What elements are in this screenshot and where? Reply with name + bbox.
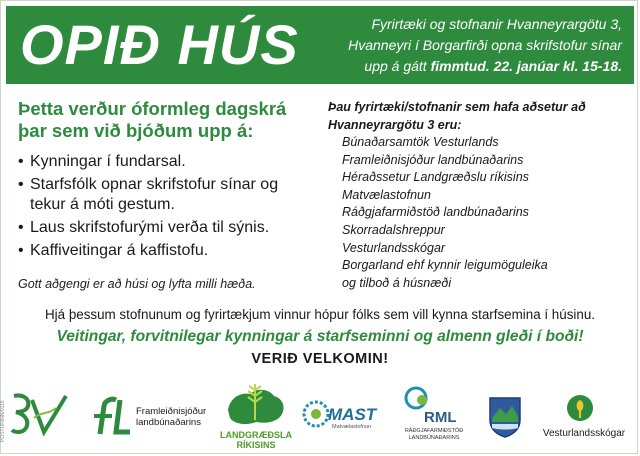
event-info-line-3-start: upp á gátt (364, 58, 431, 74)
landgraedsla-logo-text (214, 430, 298, 450)
program-item: • Kynningar í fundarsal. (18, 152, 314, 172)
mast-sub: Matvælastofnun (332, 424, 372, 430)
lr-line-1: LANDGRÆÐSLA (220, 430, 292, 440)
organizations-list (328, 134, 628, 292)
skorradalur-shield-icon (488, 396, 522, 438)
welcome-text: VERIÐ VELKOMIN! (251, 351, 389, 367)
program-intro: Þetta verður óformleg dagskrá þar sem við bjóðum upp á: (18, 98, 287, 141)
program-item: • Laus skrifstofurými verða til sýnis. (18, 218, 314, 238)
organizations-heading: Þau fyrirtæki/stofnanir sem hafa aðsetur að Hvanneyrargötu 3 eru: (328, 100, 586, 132)
page-title: OPIÐ HÚS (20, 13, 299, 76)
staff-note: Hjá þessum stofnunum og fyrirtækjum vinnur hópur fólks sem vill kynna starfsemina í húsinu. (45, 307, 595, 322)
organization-item: og tilboð á húsnæði (342, 275, 452, 290)
program-column (18, 98, 314, 291)
fl-line-2: landbúnaðarins (136, 417, 201, 428)
event-info-line-1: Fyrirtæki og stofnanir Hvanneyrargötu 3, (371, 16, 622, 32)
access-note: Gott aðgengi er að húsi og lyfta milli hæða. (18, 277, 256, 291)
program-item: • Starfsfólk opnar skrifstofur sínar og tekur á móti gestum. (18, 175, 314, 215)
program-list (18, 152, 314, 261)
print-code: PÓSTURINN/0115 (0, 400, 6, 442)
mast-name: MAST (328, 405, 377, 424)
rml-logo-text (394, 428, 474, 441)
event-info (292, 14, 622, 77)
rml-name: RML (424, 409, 457, 426)
vesturlandsskogar-tree-icon (566, 394, 594, 422)
rml-line-2: LANDBÚNAÐARINS (408, 434, 460, 441)
lr-line-2: RÍKISINS (236, 440, 276, 450)
bv-logo-icon (10, 392, 72, 436)
rml-logo-icon (402, 386, 460, 426)
header-banner (6, 6, 634, 84)
event-date: fimmtud. 22. janúar kl. 15-18. (430, 58, 622, 74)
rml-line-1: RÁÐGJAFARMIÐSTÖÐ (404, 428, 464, 434)
organization-item: Borgarland ehf kynnir leigumöguleika (342, 258, 548, 273)
mast-logo-icon (302, 398, 390, 430)
organization-item: Búnaðarsamtök Vesturlands (342, 135, 499, 149)
slogan: Veitingar, forvitnilegar kynningar á starfseminni og almenn gleði í boði! (56, 328, 584, 345)
vesturlandsskogar-text: Vesturlandsskógar (542, 428, 626, 439)
event-info-line-3 (292, 56, 622, 77)
organizations-column (328, 98, 628, 292)
fl-logo-icon (88, 396, 134, 436)
organization-item: Framleiðnisjóður landbúnaðarins (342, 152, 524, 167)
program-item: • Kaffiveitingar á kaffistofu. (18, 241, 314, 261)
organization-item: Ráðgjafarmiðstöð landbúnaðarins (342, 205, 529, 220)
fl-logo-text (136, 406, 206, 428)
organization-item: Vesturlandsskógar (342, 240, 446, 255)
fl-line-1: Framleiðnisjóður (136, 406, 207, 417)
organization-item: Héraðssetur Landgræðslu ríkisins (342, 170, 529, 185)
organization-item: Matvælastofnun (342, 187, 431, 202)
organization-item: Skorradalshreppur (342, 222, 445, 237)
landgraedsla-logo-icon (222, 380, 288, 428)
logo-strip (10, 378, 634, 448)
event-info-line-2: Hvanneyri í Borgarfirði opna skrifstofur sínar (348, 37, 622, 53)
